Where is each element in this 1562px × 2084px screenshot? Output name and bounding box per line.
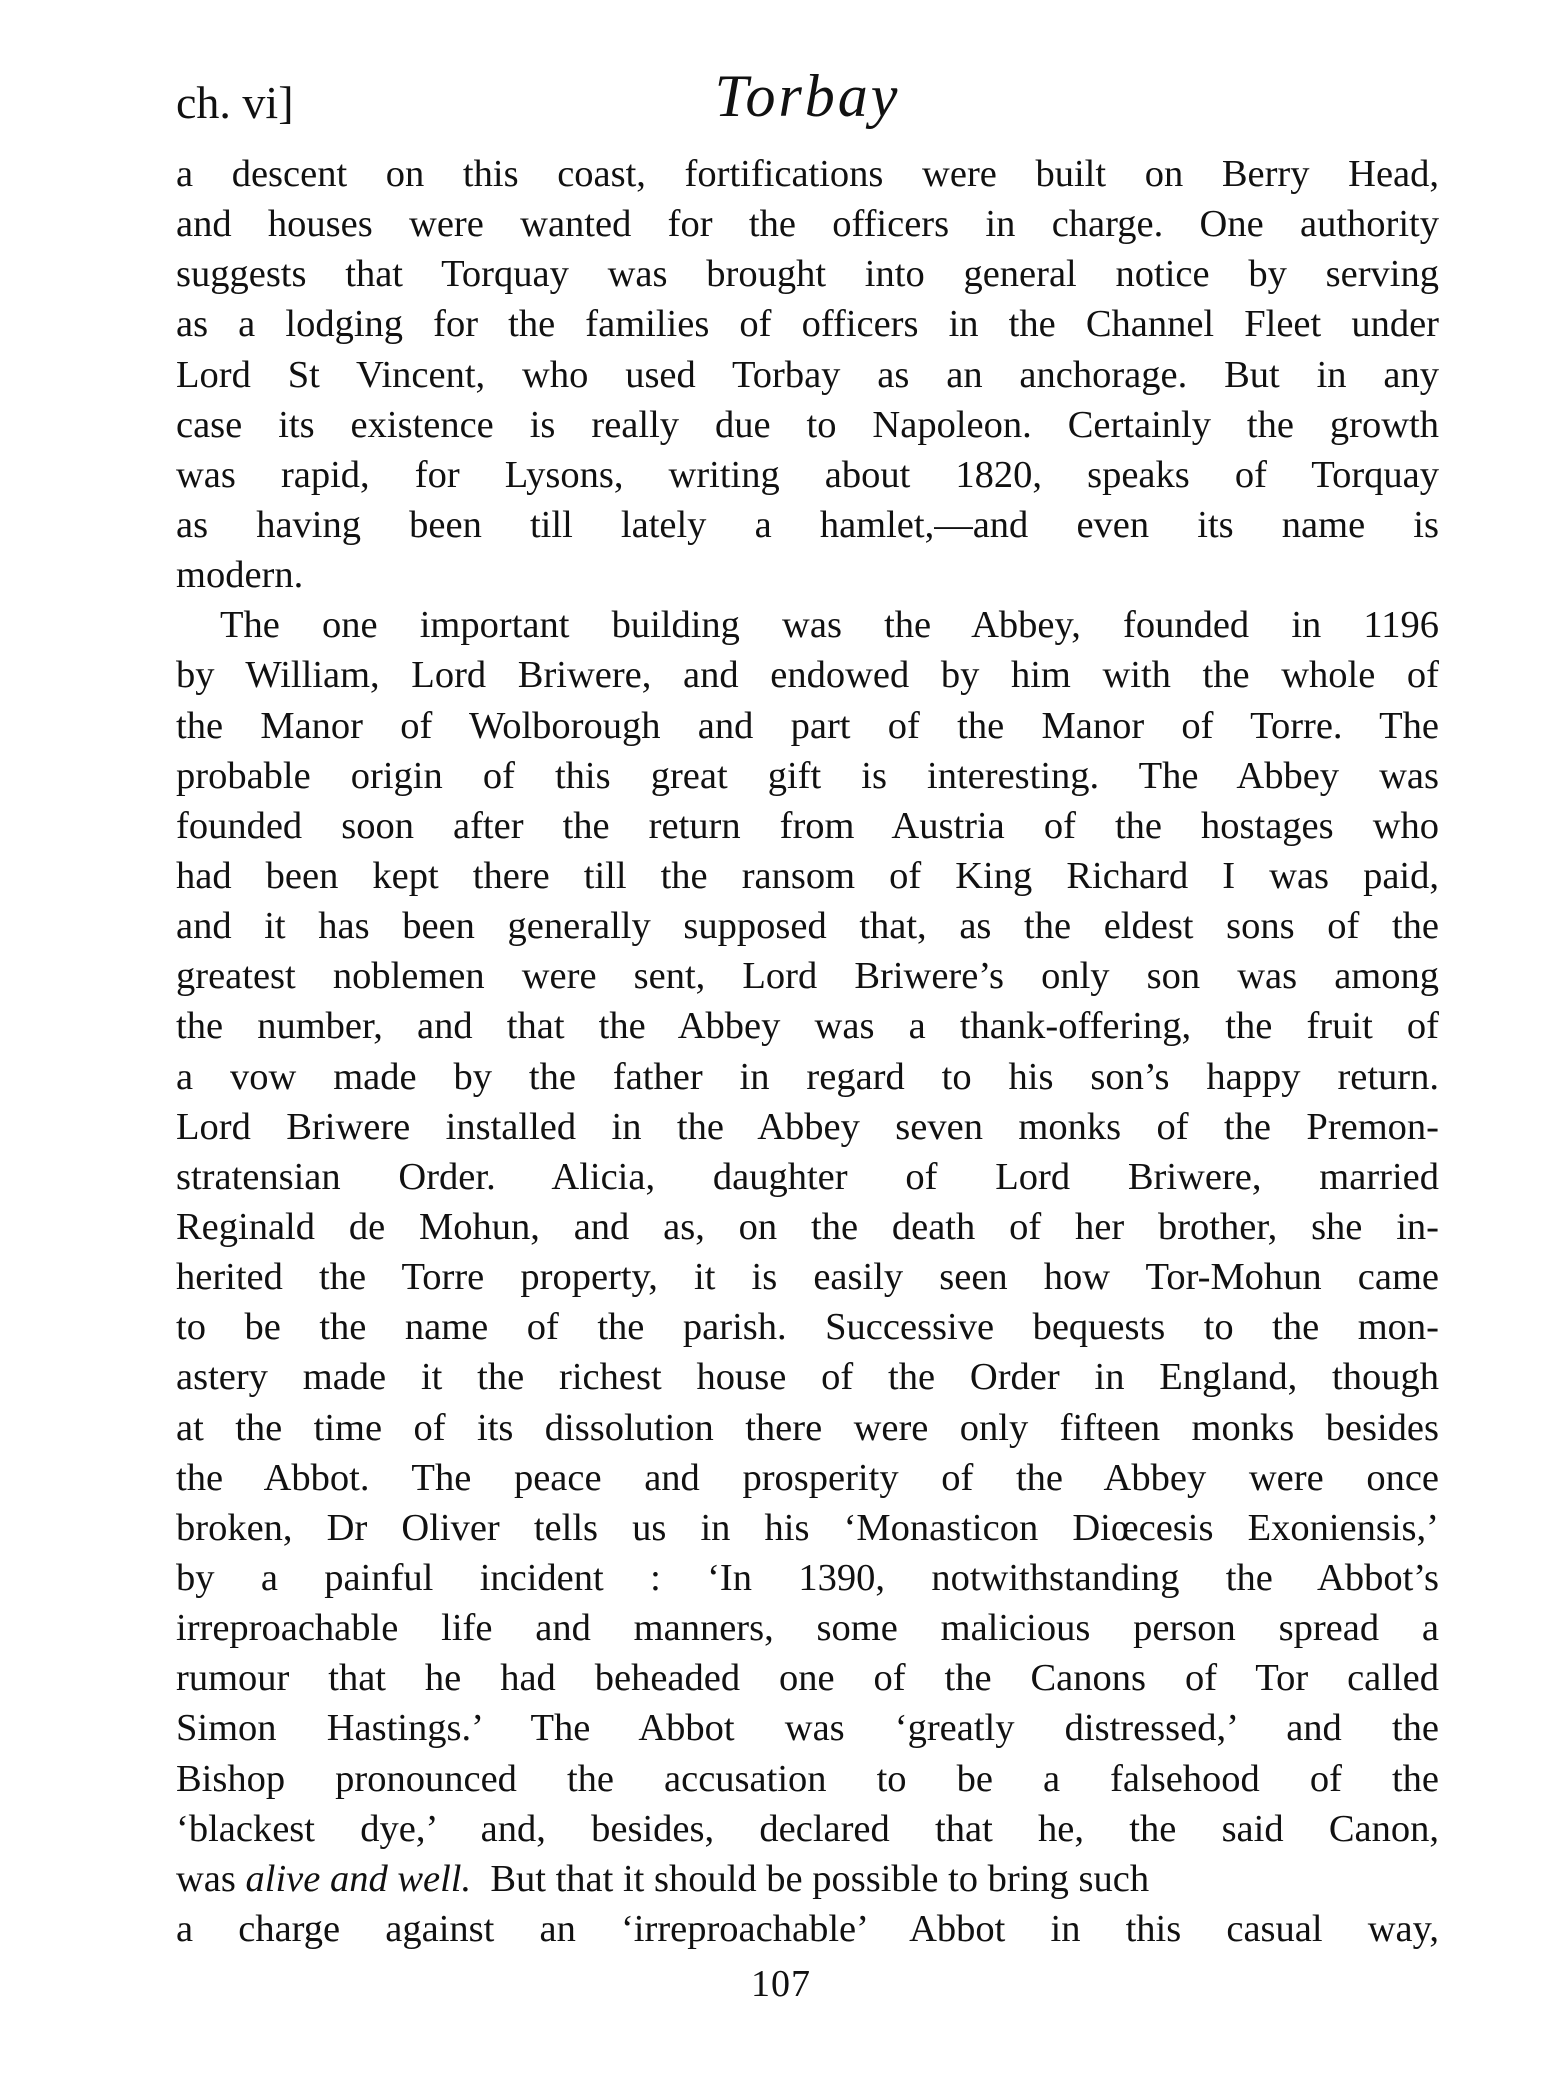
- text-segment: But that it should be possible to bring such: [471, 1857, 1150, 1900]
- text-line: stratensian Order. Alicia, daughter of Lord Briwere, married: [176, 1155, 1439, 1198]
- text-line: rumour that he had beheaded one of the Canons of Tor called: [176, 1657, 1439, 1700]
- text-line: and houses were wanted for the officers in charge. One authority: [176, 203, 1439, 246]
- text-line: astery made it the richest house of the Order in England, though: [176, 1356, 1439, 1399]
- text-line: a vow made by the father in regard to his son’s happy return.: [176, 1055, 1439, 1098]
- italic-text: alive and well.: [245, 1857, 472, 1900]
- text-line: Simon Hastings.’ The Abbot was ‘greatly distressed,’ and the: [176, 1707, 1439, 1750]
- text-line: as a lodging for the families of officers in the Channel Fleet under: [176, 303, 1439, 346]
- text-line: Bishop pronounced the accusation to be a falsehood of the: [176, 1757, 1439, 1800]
- text-line: broken, Dr Oliver tells us in his ‘Monasticon Diœcesis Exoniensis,’: [176, 1506, 1439, 1549]
- text-line: Lord Briwere installed in the Abbey seven monks of the Premon-: [176, 1105, 1439, 1148]
- text-line: modern.: [176, 554, 304, 597]
- text-line: a descent on this coast, fortifications were built on Berry Head,: [176, 153, 1439, 195]
- text-line: was rapid, for Lysons, writing about 1820, speaks of Torquay: [176, 453, 1439, 496]
- text-line: by William, Lord Briwere, and endowed by him with the whole of: [176, 654, 1439, 697]
- text-line: the Manor of Wolborough and part of the Manor of Torre. The: [176, 704, 1439, 747]
- text-line: at the time of its dissolution there were only fifteen monks besides: [176, 1406, 1439, 1449]
- text-line: the Abbot. The peace and prosperity of the Abbey were once: [176, 1456, 1439, 1499]
- text-line: by a painful incident : ‘In 1390, notwithstanding the Abbot’s: [176, 1556, 1439, 1599]
- text-line: ‘blackest dye,’ and, besides, declared that he, the said Canon,: [176, 1807, 1439, 1850]
- text-line: the number, and that the Abbey was a thank-offering, the fruit of: [176, 1005, 1439, 1048]
- text-line: had been kept there till the ransom of King Richard I was paid,: [176, 854, 1439, 897]
- text-segment: was: [176, 1857, 246, 1900]
- text-line: [176, 1854, 1439, 1904]
- text-line: case its existence is really due to Napoleon. Certainly the growth: [176, 403, 1439, 446]
- body-text: [176, 149, 1439, 1954]
- text-line: Reginald de Mohun, and as, on the death of her brother, she in-: [176, 1205, 1439, 1248]
- text-line: suggests that Torquay was brought into general notice by serving: [176, 253, 1439, 296]
- text-line: founded soon after the return from Austria of the hostages who: [176, 804, 1439, 847]
- text-line: as having been till lately a hamlet,—and even its name is: [176, 503, 1439, 546]
- text-line: irreproachable life and manners, some malicious person spread a: [176, 1607, 1439, 1650]
- text-line: to be the name of the parish. Successive bequests to the mon-: [176, 1306, 1439, 1349]
- text-line: The one important building was the Abbey, founded in 1196: [220, 604, 1439, 647]
- page-number: 107: [751, 1963, 811, 2005]
- text-line: Lord St Vincent, who used Torbay as an anchorage. But in any: [176, 353, 1439, 396]
- text-line: a charge against an ‘irreproachable’ Abbot in this casual way,: [176, 1907, 1439, 1950]
- text-line: probable origin of this great gift is interesting. The Abbey was: [176, 754, 1439, 797]
- running-head: [176, 62, 1439, 142]
- text-line: and it has been generally supposed that, as the eldest sons of the: [176, 905, 1439, 948]
- text-line: greatest noblemen were sent, Lord Briwere’s only son was among: [176, 955, 1439, 998]
- text-line: herited the Torre property, it is easily seen how Tor-Mohun came: [176, 1256, 1439, 1299]
- page-title: Torbay: [714, 63, 901, 129]
- chapter-label: ch. vi]: [176, 77, 294, 128]
